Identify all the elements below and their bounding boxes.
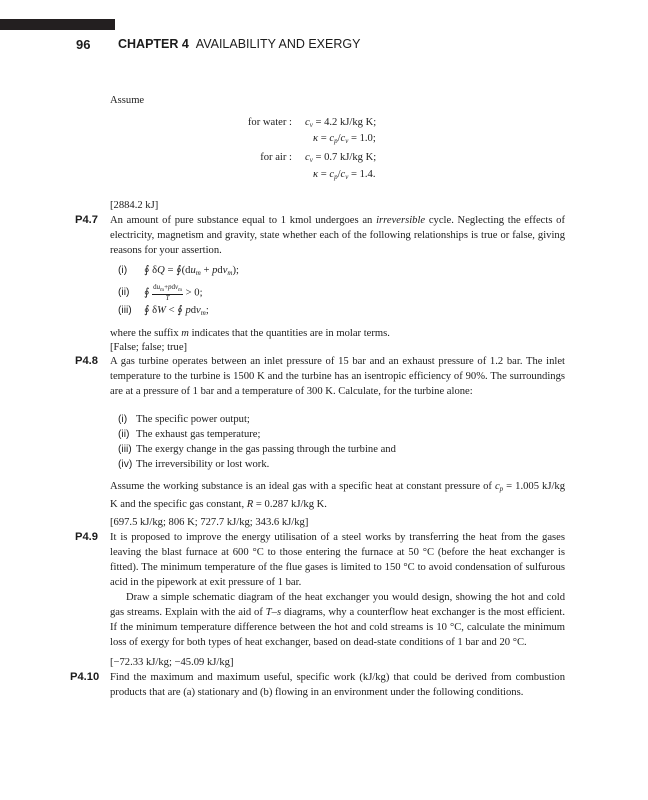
water-label: for water : [247, 117, 292, 128]
air-kappa: $\kappa = c_p/c_v = 1.4$. [313, 169, 376, 181]
problem-text-p410: Find the maximum and maximum useful, specific work (kJ/kg) that could be derived from combustion products that are (a) stationary and (b) flowing in an environment under the following conditions. [110, 672, 565, 699]
problem-text-p47: An amount of pure substance equal to 1 kmol undergoes an irreversible cycle. Neglecting the effects of electricity, magnetism and gravity, state whether each of the following relationships is true or false, giving reasons for your assertion. [110, 215, 565, 257]
p47-suffix-note: where the suffix m indicates that the quantities are in molar terms. [110, 328, 390, 339]
p48-item-2: (ii) The exhaust gas temperature; [118, 429, 261, 440]
problem-label-p410: P4.10 [70, 671, 100, 683]
chapter-heading [118, 37, 360, 51]
page-number: 96 [76, 37, 91, 52]
chapter-label: CHAPTER 4 [118, 37, 189, 51]
problem-label-p47: P4.7 [75, 214, 99, 226]
problem-text-p49-2: Draw a simple schematic diagram of the heat exchanger you would design, showing the hot and cold gas streams. Explain with the aid of T–s diagrams, why a counterflow heat exchanger is the most efficient. If the minimum temperature difference between the hot and cold streams is 10 °C, calculate the minimum loss of exergy for both types of heat exchanger, based on dead-state conditions of 1 bar and 20 °C. [110, 592, 565, 649]
header-bar [0, 19, 115, 30]
p47-item-1: (i) ∮ $\delta Q = ∮(du_m + pdv_m)$; [118, 265, 239, 277]
problem-text-p48: A gas turbine operates between an inlet pressure of 15 bar and an exhaust pressure of 1.2 bar. The inlet temperature to the turbine is 1500 K and the turbine has an isentropic efficiency of 90%. The surroundings are at a pressure of 1 bar and a temperature of 300 K. Calculate, for the turbine alone: [110, 356, 565, 398]
water-cv: $c_v = 4.2$ kJ/kg K; [305, 117, 377, 129]
p47-item-3: (iii) ∮ δW < ∮ pdv$_m$; [118, 305, 209, 317]
air-label: for air : [260, 152, 292, 163]
problem-label-p49: P4.9 [75, 531, 99, 543]
p48-item-3: (iii) The exergy change in the gas passing through the turbine and [118, 444, 396, 455]
p48-assume: Assume the working substance is an ideal gas with a specific heat at constant pressure of $c_p = 1.005$ kJ/kg K and the specific gas constant, R = 0.287 kJ/kg K. [110, 481, 565, 511]
air-cv: $c_v = 0.7$ kJ/kg K; [305, 152, 377, 164]
problem-label-p48: P4.8 [75, 355, 99, 367]
chapter-title: AVAILABILITY AND EXERGY [195, 37, 361, 51]
problem-text-p49: It is proposed to improve the energy utilisation of a steel works by transferring the heat from the gases leaving the blast furnace at 600 °C to those entering the furnace at 50 °C (before the heat exchanger is fitted). The minimum temperature of the flue gases is limited to 150 °C to avoid condensation of sulfurous acid in the pipework at exit pressure of 1 bar. [110, 532, 565, 589]
water-kappa: $\kappa = c_p/c_v = 1.0$; [313, 133, 376, 145]
p48-item-1: (i) The specific power output; [118, 414, 250, 425]
p47-item-2: (ii) ∮ $\frac{du_m+pdv_m}{T}$ > 0; [118, 283, 203, 302]
page-header [0, 37, 648, 57]
assume-intro: Assume [110, 95, 145, 106]
answer-p49: [−72.33 kJ/kg; −45.09 kJ/kg] [110, 657, 234, 668]
answer-p47: [False; false; true] [110, 342, 188, 353]
answer-p48: [697.5 kJ/kg; 806 K; 727.7 kJ/kg; 343.6 kJ/kg] [110, 517, 309, 528]
p48-item-4: (iv) The irreversibility or lost work. [118, 459, 270, 470]
answer-p46: [2884.2 kJ] [110, 200, 159, 211]
